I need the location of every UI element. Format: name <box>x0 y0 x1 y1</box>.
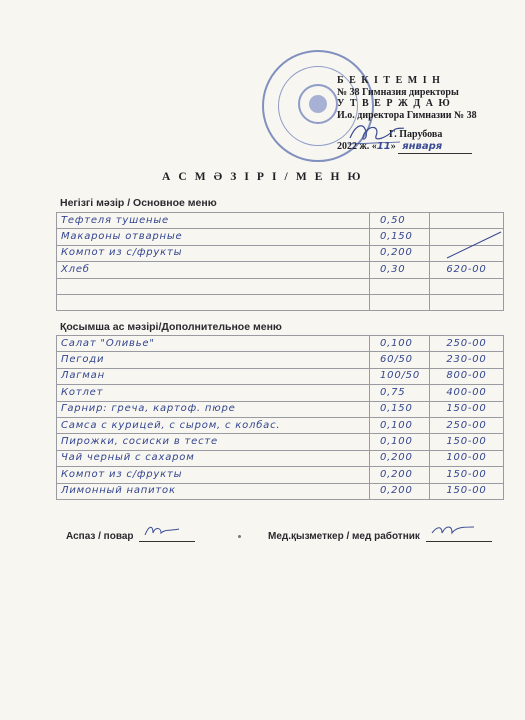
dish-price: 150-00 <box>430 434 504 450</box>
main-menu-table <box>56 212 504 311</box>
medic-signature-field <box>268 529 492 542</box>
main-menu-heading: Негізгі мәзір / Основное меню <box>60 197 217 209</box>
table-row <box>57 278 504 294</box>
table-row <box>57 352 504 368</box>
table-row <box>57 483 504 499</box>
dish-name: Пирожки, сосиски в тесте <box>57 434 370 450</box>
table-row <box>57 336 504 352</box>
date-month: января <box>398 141 472 154</box>
dish-name: Макароны отварные <box>57 229 370 245</box>
cook-label: Аспаз / повар <box>66 531 134 542</box>
table-row <box>57 213 504 229</box>
cook-signature-icon <box>143 523 183 539</box>
dish-name: Компот из с/фрукты <box>57 467 370 483</box>
table-row <box>57 401 504 417</box>
cook-signature-field <box>66 529 195 542</box>
dish-price: 100-00 <box>430 450 504 466</box>
dish-amount <box>370 278 430 294</box>
main-menu-body <box>57 213 504 311</box>
dish-price: 150-00 <box>430 483 504 499</box>
dish-amount: 0,75 <box>370 385 430 401</box>
dish-price <box>430 294 504 310</box>
dish-amount: 0,200 <box>370 483 430 499</box>
dish-name: Котлет <box>57 385 370 401</box>
table-row <box>57 385 504 401</box>
dish-name: Гарнир: греча, картоф. пюре <box>57 401 370 417</box>
approval-director-kz: № 38 Гимназия директоры <box>337 86 459 98</box>
dish-price: 150-00 <box>430 401 504 417</box>
dish-amount: 0,200 <box>370 450 430 466</box>
dish-name: Компот из с/фрукты <box>57 245 370 261</box>
price-strike-line <box>445 230 503 260</box>
dish-price <box>430 213 504 229</box>
cook-signature-line <box>139 529 195 542</box>
date-prefix: 2022 ж. « <box>337 141 377 152</box>
extra-menu-body <box>57 336 504 500</box>
dish-price: 400-00 <box>430 385 504 401</box>
dish-name: Пегоди <box>57 352 370 368</box>
seal-emblem-icon <box>298 84 338 124</box>
dish-amount: 0,50 <box>370 213 430 229</box>
medic-signature-icon <box>430 523 476 539</box>
medic-signature-line <box>426 529 492 542</box>
dish-price <box>430 278 504 294</box>
approval-block <box>337 75 517 152</box>
dish-amount: 0,100 <box>370 336 430 352</box>
dish-amount: 0,200 <box>370 245 430 261</box>
dish-price: 230-00 <box>430 352 504 368</box>
dish-price: 800-00 <box>430 368 504 384</box>
table-row <box>57 294 504 310</box>
table-row <box>57 245 504 261</box>
dish-name: Лагман <box>57 368 370 384</box>
approval-director-ru: И.о. директора Гимназии № 38 <box>337 109 477 121</box>
dish-amount: 0,200 <box>370 467 430 483</box>
table-row <box>57 229 504 245</box>
dish-amount: 0,150 <box>370 229 430 245</box>
table-row <box>57 450 504 466</box>
dish-name: Чай черный с сахаром <box>57 450 370 466</box>
table-row <box>57 417 504 433</box>
table-row <box>57 467 504 483</box>
dish-amount: 0,30 <box>370 262 430 278</box>
approval-line-ru: У Т В Е Р Ж Д А Ю <box>337 98 452 109</box>
dish-name: Салат "Оливье" <box>57 336 370 352</box>
dish-name: Лимонный напиток <box>57 483 370 499</box>
dish-price: 250-00 <box>430 417 504 433</box>
dish-name <box>57 278 370 294</box>
date-day: 11 <box>376 141 391 152</box>
dish-amount: 60/50 <box>370 352 430 368</box>
dish-name: Тефтеля тушеные <box>57 213 370 229</box>
page-title: А С М Ә З І Р І / М Е Н Ю <box>161 171 364 183</box>
dish-amount: 0,150 <box>370 401 430 417</box>
medic-label: Мед.қызметкер / мед работник <box>268 531 420 542</box>
approval-line-kz: Б Е К І Т Е М І Н <box>337 75 442 86</box>
extra-menu-heading: Қосымша ас мәзірі/Дополнительное меню <box>60 321 282 333</box>
dish-name: Хлеб <box>57 262 370 278</box>
date-close: » <box>390 141 396 152</box>
dish-price: 620-00 <box>430 262 504 278</box>
table-row <box>57 368 504 384</box>
extra-menu-table <box>56 335 504 500</box>
dish-amount: 0,100 <box>370 434 430 450</box>
dish-name: Самса с курицей, с сыром, с колбас. <box>57 417 370 433</box>
stray-mark <box>238 535 241 538</box>
dish-name <box>57 294 370 310</box>
table-row <box>57 434 504 450</box>
dish-price: 150-00 <box>430 467 504 483</box>
director-signature-icon <box>346 118 406 148</box>
dish-amount: 0,100 <box>370 417 430 433</box>
approval-signatory: Г. Парубова <box>389 129 443 140</box>
table-row <box>57 262 504 278</box>
dish-price: 250-00 <box>430 336 504 352</box>
dish-amount <box>370 294 430 310</box>
dish-amount: 100/50 <box>370 368 430 384</box>
